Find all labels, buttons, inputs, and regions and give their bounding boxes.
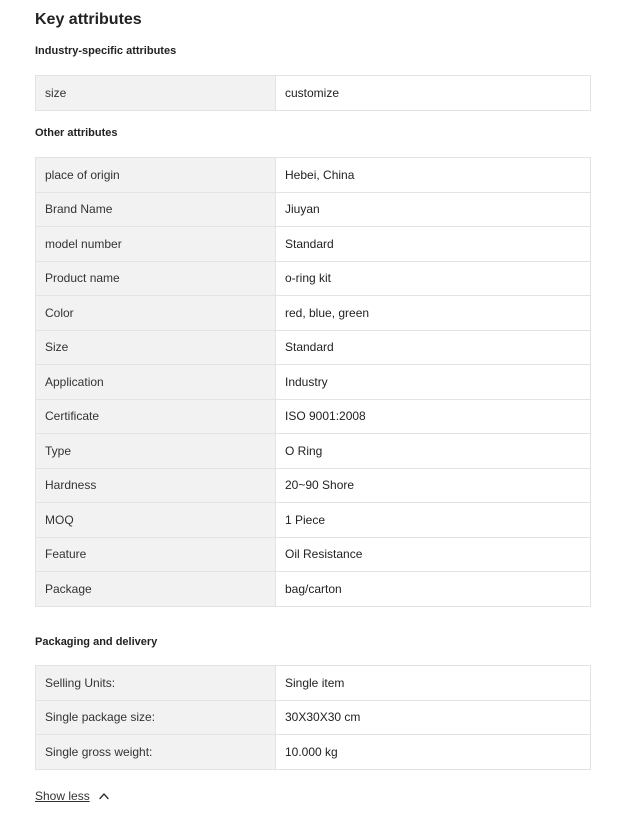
attribute-row bbox=[36, 76, 591, 111]
attribute-value: customize bbox=[276, 76, 591, 111]
attribute-row bbox=[36, 192, 591, 227]
attribute-row bbox=[36, 537, 591, 572]
attribute-key: Hardness bbox=[36, 468, 276, 503]
attribute-row bbox=[36, 158, 591, 193]
attribute-value: ISO 9001:2008 bbox=[276, 399, 591, 434]
show-less-label[interactable]: Show less bbox=[35, 789, 90, 803]
attribute-row bbox=[36, 468, 591, 503]
attribute-value: Standard bbox=[276, 330, 591, 365]
attribute-row bbox=[36, 399, 591, 434]
packaging-delivery-table bbox=[35, 665, 591, 770]
attribute-row bbox=[36, 735, 591, 770]
other-attributes-table bbox=[35, 157, 591, 607]
attribute-value: 1 Piece bbox=[276, 503, 591, 538]
attribute-value: red, blue, green bbox=[276, 296, 591, 331]
attribute-value: o-ring kit bbox=[276, 261, 591, 296]
attribute-row bbox=[36, 572, 591, 607]
attribute-row bbox=[36, 365, 591, 400]
attribute-row bbox=[36, 700, 591, 735]
attribute-key: Type bbox=[36, 434, 276, 469]
attribute-key: Certificate bbox=[36, 399, 276, 434]
industry-attributes-table bbox=[35, 75, 591, 111]
industry-attributes-heading: Industry-specific attributes bbox=[35, 45, 177, 57]
attribute-value: bag/carton bbox=[276, 572, 591, 607]
attribute-value: 30X30X30 cm bbox=[276, 700, 591, 735]
attribute-key: Size bbox=[36, 330, 276, 365]
attribute-row bbox=[36, 330, 591, 365]
attribute-value: O Ring bbox=[276, 434, 591, 469]
attribute-value: Oil Resistance bbox=[276, 537, 591, 572]
other-attributes-heading: Other attributes bbox=[35, 127, 118, 139]
attribute-key: Feature bbox=[36, 537, 276, 572]
attribute-key: MOQ bbox=[36, 503, 276, 538]
attribute-key: Brand Name bbox=[36, 192, 276, 227]
attribute-value: Standard bbox=[276, 227, 591, 262]
show-less-button[interactable] bbox=[35, 789, 109, 803]
chevron-up-icon[interactable] bbox=[99, 792, 109, 800]
attribute-row bbox=[36, 227, 591, 262]
attribute-key: size bbox=[36, 76, 276, 111]
attribute-key: place of origin bbox=[36, 158, 276, 193]
attribute-row bbox=[36, 666, 591, 701]
attribute-key: Color bbox=[36, 296, 276, 331]
attribute-value: 20~90 Shore bbox=[276, 468, 591, 503]
attribute-row bbox=[36, 434, 591, 469]
attribute-key: Product name bbox=[36, 261, 276, 296]
attribute-row bbox=[36, 503, 591, 538]
attribute-key: model number bbox=[36, 227, 276, 262]
attribute-key: Single gross weight: bbox=[36, 735, 276, 770]
attribute-key: Package bbox=[36, 572, 276, 607]
page-title: Key attributes bbox=[35, 11, 142, 28]
attribute-key: Application bbox=[36, 365, 276, 400]
attribute-value: Single item bbox=[276, 666, 591, 701]
attribute-value: Jiuyan bbox=[276, 192, 591, 227]
attribute-value: Industry bbox=[276, 365, 591, 400]
attribute-key: Single package size: bbox=[36, 700, 276, 735]
attribute-key: Selling Units: bbox=[36, 666, 276, 701]
attribute-value: Hebei, China bbox=[276, 158, 591, 193]
attribute-row bbox=[36, 296, 591, 331]
attribute-row bbox=[36, 261, 591, 296]
attribute-value: 10.000 kg bbox=[276, 735, 591, 770]
packaging-delivery-heading: Packaging and delivery bbox=[35, 636, 158, 648]
